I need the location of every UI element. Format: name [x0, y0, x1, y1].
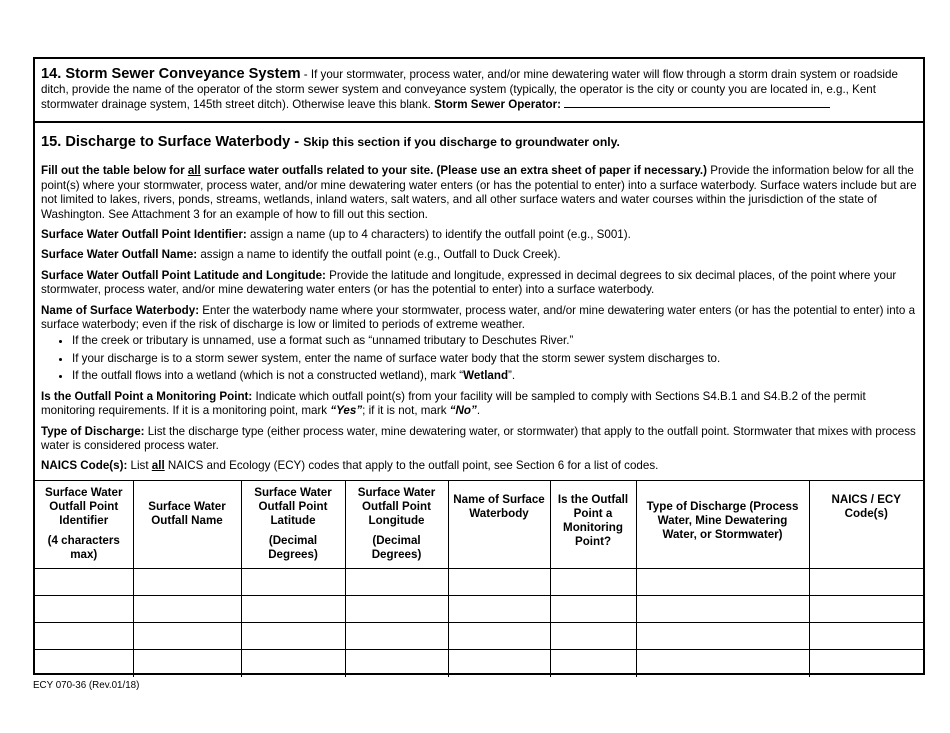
waterbody-bullets	[41, 334, 917, 383]
col-waterbody-header	[448, 481, 550, 569]
table-cell[interactable]	[809, 623, 923, 650]
storm-sewer-operator-label: Storm Sewer Operator:	[434, 98, 562, 111]
latlong-label: Surface Water Outfall Point Latitude and Longitude:	[41, 268, 326, 282]
monitoring-text-b: ; if it is not, mark	[362, 404, 450, 418]
intro-bold-b: surface water outfalls related to your site. (Please use an extra sheet of paper if necessary.)	[200, 164, 707, 178]
table-row	[35, 596, 923, 623]
table-cell[interactable]	[550, 623, 636, 650]
naics-text-a: List	[127, 459, 152, 473]
waterbody-paragraph	[41, 304, 917, 384]
bullet-storm-sewer: • If your discharge is to a storm sewer system, enter the name of surface water body that the storm sewer system discharges to.	[72, 352, 917, 366]
outfall-table	[35, 480, 923, 677]
table-cell[interactable]	[636, 569, 809, 596]
monitoring-paragraph	[41, 390, 917, 419]
table-cell[interactable]	[809, 650, 923, 677]
col-latitude-title: Surface Water Outfall Point Latitude	[254, 486, 332, 527]
col-identifier-note: (4 characters max)	[47, 534, 120, 561]
table-cell[interactable]	[550, 569, 636, 596]
monitoring-yes: “Yes”	[330, 404, 363, 418]
monitoring-text-a: Indicate which outfall point(s) from your facility will be sampled to comply with Sections S4.B.1 and S4.B.2 of the permit monitoring requirements. If it is a monitoring point, mark	[41, 389, 866, 418]
section-15-heading: 15. Discharge to Surface Waterbody -	[41, 134, 304, 150]
table-cell[interactable]	[241, 650, 345, 677]
monitoring-no: “No”	[449, 404, 477, 418]
bullet-wetland	[72, 369, 917, 383]
bullet-wetland-bold: Wetland	[463, 369, 509, 383]
monitoring-text-c: .	[476, 404, 481, 418]
table-row	[35, 623, 923, 650]
col-longitude-note: (Decimal Degrees)	[371, 534, 422, 561]
col-identifier-header	[35, 481, 133, 569]
table-cell[interactable]	[345, 650, 448, 677]
table-cell[interactable]	[133, 650, 241, 677]
table-header-row	[35, 481, 923, 569]
table-cell[interactable]	[636, 623, 809, 650]
table-cell[interactable]	[345, 569, 448, 596]
col-naics-title: NAICS / ECY Code(s)	[831, 493, 902, 520]
discharge-type-paragraph	[41, 425, 917, 454]
table-cell[interactable]	[636, 650, 809, 677]
naics-paragraph	[41, 459, 917, 473]
waterbody-text: Enter the waterbody name where your stormwater, process water, and/or mine dewatering water enters (or has the potential to enter) into a surface waterbody; even if the risk of discharge is low or limited to periods of extreme weather.	[41, 303, 916, 332]
table-cell[interactable]	[241, 569, 345, 596]
section-15-note: Skip this section if you discharge to groundwater only.	[303, 135, 620, 149]
identifier-paragraph	[41, 228, 917, 242]
intro-bold-a: Fill out the table below for	[41, 164, 188, 178]
table-cell[interactable]	[550, 596, 636, 623]
outfall-name-text: assign a name to identify the outfall point (e.g., Outfall to Duck Creek).	[197, 248, 561, 262]
col-identifier-title: Surface Water Outfall Point Identifier	[44, 486, 123, 527]
table-row	[35, 650, 923, 677]
table-cell[interactable]	[448, 569, 550, 596]
section-14-body: - If your stormwater, process water, and/or mine dewatering water will flow through a storm drain system or roadside ditch, provide the name of the operator of the storm sewer system and conveyance system (typically, the operator is the city or county you are located in, e.g., Kent stormwater drainage system, 145th street ditch). Otherwise leave this blank.	[41, 68, 898, 111]
col-longitude-header	[345, 481, 448, 569]
col-longitude-title: Surface Water Outfall Point Longitude	[357, 486, 436, 527]
section-14-title: 14. Storm Sewer Conveyance System	[41, 66, 301, 82]
table-cell[interactable]	[133, 596, 241, 623]
table-cell[interactable]	[35, 569, 133, 596]
form-frame	[33, 57, 925, 675]
table-cell[interactable]	[448, 623, 550, 650]
identifier-label: Surface Water Outfall Point Identifier:	[41, 228, 247, 242]
col-discharge-type-header	[636, 481, 809, 569]
naics-text-b: NAICS and Ecology (ECY) codes that apply to the outfall point, see Section 6 for a list of codes.	[164, 459, 659, 473]
col-waterbody-title: Name of Surface Waterbody	[453, 493, 545, 520]
table-row	[35, 569, 923, 596]
table-cell[interactable]	[35, 650, 133, 677]
table-cell[interactable]	[241, 596, 345, 623]
table-cell[interactable]	[133, 569, 241, 596]
latlong-paragraph	[41, 269, 917, 298]
section-15-title	[41, 135, 917, 149]
col-outfall-name-header	[133, 481, 241, 569]
table-cell[interactable]	[448, 650, 550, 677]
intro-paragraph	[41, 164, 917, 222]
identifier-text: assign a name (up to 4 characters) to identify the outfall point (e.g., S001).	[246, 228, 631, 242]
section-15	[35, 123, 923, 474]
bullet-wetland-text-a: If the outfall flows into a wetland (which is not a constructed wetland), mark “	[72, 369, 464, 383]
outfall-name-paragraph	[41, 248, 917, 262]
col-outfall-name-title: Surface Water Outfall Name	[148, 500, 226, 527]
table-cell[interactable]	[345, 596, 448, 623]
table-cell[interactable]	[550, 650, 636, 677]
intro-rest: Provide the information below for all the point(s) where your stormwater, process water, and/or mine dewatering water enters (or has the potential to enter) into a surface waterbody. Surface waters include but are not limited to lakes, rivers, ponds, streams, wetlands, inland waters, salt waters, and all other surface waters and water courses within the jurisdiction of the state of Washington. See Attachment 3 for an example of how to fill out this section.	[41, 164, 917, 221]
table-cell[interactable]	[636, 596, 809, 623]
intro-bold-all: all	[187, 164, 201, 178]
storm-sewer-operator-field[interactable]	[564, 97, 830, 108]
col-monitoring-header	[550, 481, 636, 569]
bullet-unnamed-tributary: • If the creek or tributary is unnamed, use a format such as “unnamed tributary to Deschutes River.”	[72, 334, 917, 348]
latlong-text: Provide the latitude and longitude, expressed in decimal degrees to six decimal places, of the point where your stormwater, process water, and/or mine dewatering water enters (or has the potential to enter) into a surface waterbody.	[41, 268, 897, 297]
table-cell[interactable]	[241, 623, 345, 650]
table-cell[interactable]	[809, 596, 923, 623]
outfall-name-label: Surface Water Outfall Name:	[41, 248, 198, 262]
naics-all: all	[151, 459, 165, 473]
table-cell[interactable]	[133, 623, 241, 650]
section-14	[35, 59, 923, 123]
table-cell[interactable]	[809, 569, 923, 596]
monitoring-label: Is the Outfall Point a Monitoring Point:	[41, 389, 253, 403]
table-cell[interactable]	[35, 623, 133, 650]
col-monitoring-title: Is the Outfall Point a Monitoring Point?	[557, 493, 629, 548]
table-cell[interactable]	[345, 623, 448, 650]
table-cell[interactable]	[35, 596, 133, 623]
form-footer: ECY 070-36 (Rev.01/18)	[33, 680, 140, 691]
naics-label: NAICS Code(s):	[41, 459, 128, 473]
discharge-type-text: List the discharge type (either process water, mine dewatering water, or stormwater) that apply to the outfall point. Stormwater that mixes with process water is considered process water.	[41, 424, 916, 452]
col-discharge-type-title: Type of Discharge (Process Water, Mine Dewatering Water, or Stormwater)	[646, 500, 799, 541]
bullet-wetland-text-c: ”.	[508, 369, 516, 383]
waterbody-label: Name of Surface Waterbody:	[41, 303, 200, 317]
discharge-type-label: Type of Discharge:	[41, 424, 145, 438]
col-latitude-header	[241, 481, 345, 569]
col-latitude-note: (Decimal Degrees)	[268, 534, 318, 561]
table-cell[interactable]	[448, 596, 550, 623]
col-naics-header	[809, 481, 923, 569]
